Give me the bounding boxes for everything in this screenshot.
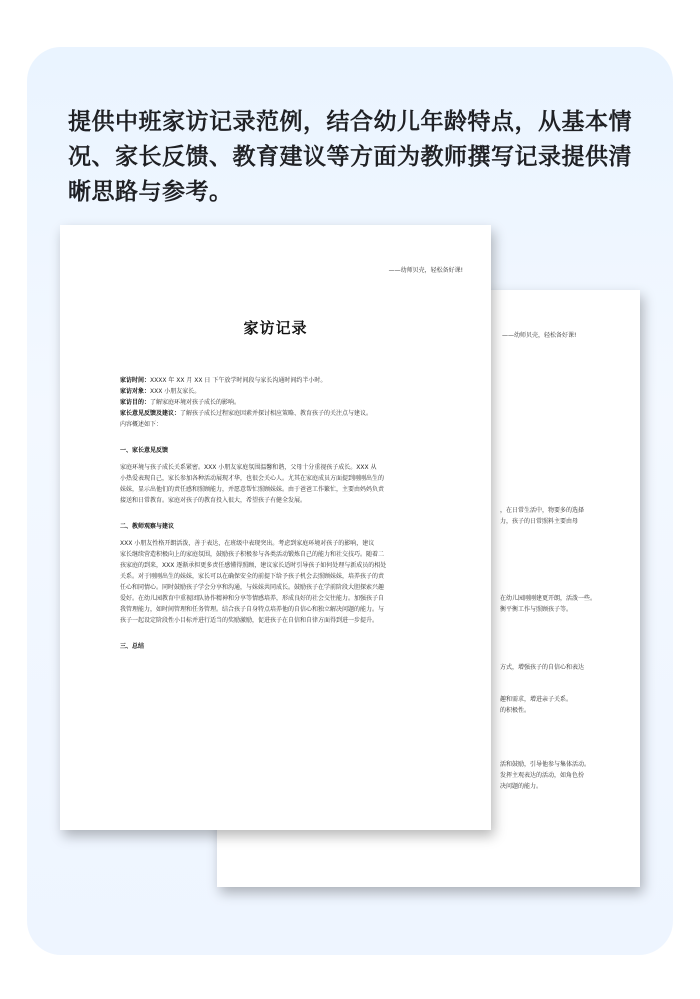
page-text-fragment: 衡平衡工作与照顾孩子等。 — [500, 606, 573, 613]
paragraph-line: 孩家庭的到来，XXX 逐渐承担更多责任感懂得照顾，建议家长适时引导孩子如何处理与新成员的相处 — [120, 562, 387, 569]
info-label: 家访对象： — [120, 388, 151, 395]
paragraph-line: 家庭环境与孩子成长关系紧密。XXX 小朋友家庭氛围温馨和谐，父母十分重视孩子成长。XXX 从 — [120, 464, 377, 471]
info-label: 家长意见反馈及建议： — [120, 410, 181, 417]
info-value: XXX 小朋友家长。 — [150, 388, 201, 395]
paragraph-line: 家长继续营造积极向上的家庭氛围，鼓励孩子积极参与各类活动锻炼自己的能力和社交技巧。随着二 — [120, 551, 385, 558]
page-slogan: ——幼师贝壳，轻松备好课! — [388, 267, 463, 274]
summary-note: 内容概述如下： — [120, 421, 163, 428]
page-text-fragment: ，在日常生活中，物要多的选择 — [500, 507, 585, 514]
info-value: XXXX 年 XX 月 XX 日 下午放学时间段与家长沟通时间约半小时。 — [150, 377, 327, 384]
section-heading-advice: 二、教师观察与建议 — [120, 523, 175, 530]
document-title: 家访记录 — [243, 319, 308, 337]
page-slogan: ——幼师贝壳，轻松备好课! — [502, 332, 577, 339]
page-text-fragment: 活和鼓励，引导他参与集体活动。 — [500, 761, 591, 768]
info-line-feedback — [120, 408, 432, 419]
page-text-fragment: 的积极性。 — [500, 707, 531, 714]
page-text-fragment: 发挥主观表达的活动，如角色扮 — [500, 772, 585, 779]
document-page-front — [60, 225, 491, 830]
info-label: 家访目的： — [120, 399, 151, 406]
info-label: 家访时间： — [120, 377, 151, 384]
headline: 提供中班家访记录范例，结合幼儿年龄特点，从基本情况、家长反馈、教育建议等方面为教师撰写记录提供清晰思路与参考。 — [68, 109, 632, 205]
section-heading-summary: 三、总结 — [120, 643, 145, 650]
info-line-time — [120, 375, 432, 386]
section-heading-feedback: 一、家长意见反馈 — [120, 447, 169, 454]
info-line-purpose — [120, 397, 432, 408]
page-text-fragment: 趣和需求，增进亲子关系。 — [500, 696, 573, 703]
content-card — [27, 47, 673, 955]
paragraph-line: 我管理能力，如时间管理和任务管理。结合孩子自身特点培养他的自信心和独立解决问题的能力。与 — [120, 606, 385, 613]
info-value: 了解家庭环境对孩子成长的影响。 — [150, 399, 241, 406]
paragraph-line: 孩子一起设定阶段性小目标并进行适当的奖励激励，促进孩子在自信和自律方面得到进一步提升。 — [120, 617, 379, 624]
document-body — [120, 375, 432, 658]
page-text-fragment: 力，孩子的日常照料主要由母 — [500, 518, 579, 525]
paragraph-line: XXX 小朋友性格开朗活泼，善于表达，在班级中表现突出。考虑到家庭环境对孩子的影响，建议 — [120, 540, 375, 547]
info-line-target — [120, 386, 432, 397]
paragraph-line: 接送和日常教育。家庭对孩子的教育投入很大，希望孩子有健全发展。 — [120, 497, 307, 504]
info-value: 了解孩子成长过程家庭因素并探讨相应策略、教育孩子的关注点与建议。 — [180, 410, 373, 417]
paragraph-line: 小热爱表现自己，家长参加各种活动展现才华，也很会关心人。尤其在家庭成员方面提到刚刚出生的 — [120, 475, 385, 482]
page-text-fragment: 方式，增强孩子的自信心和表达 — [500, 664, 585, 671]
paragraph-line: 任心和同情心。同时鼓励孩子学会分享和沟通，与妹妹共同成长。鼓励孩子在学前阶段大胆探索兴趣 — [120, 584, 385, 591]
paragraph-line: 关系。对于刚刚出生的妹妹，家长可以在确保安全的前提下给予孩子机会去照顾妹妹，培养孩子的责 — [120, 573, 385, 580]
paragraph-line: 爱好。在幼儿园教育中重视团队协作精神和分享等情感培养，形成良好的社会交往能力。加强孩子自 — [120, 595, 385, 602]
page-text-fragment: 在幼儿园刚刚建更开朗，活泼一些。 — [500, 595, 597, 602]
paragraph-line: 妹妹，显示出他们的责任感和照顾能力，并愿意帮忙照顾妹妹。由于爸爸工作繁忙，主要由妈妈负责 — [120, 486, 385, 493]
page-text-fragment: 决问题的能力。 — [500, 783, 543, 790]
